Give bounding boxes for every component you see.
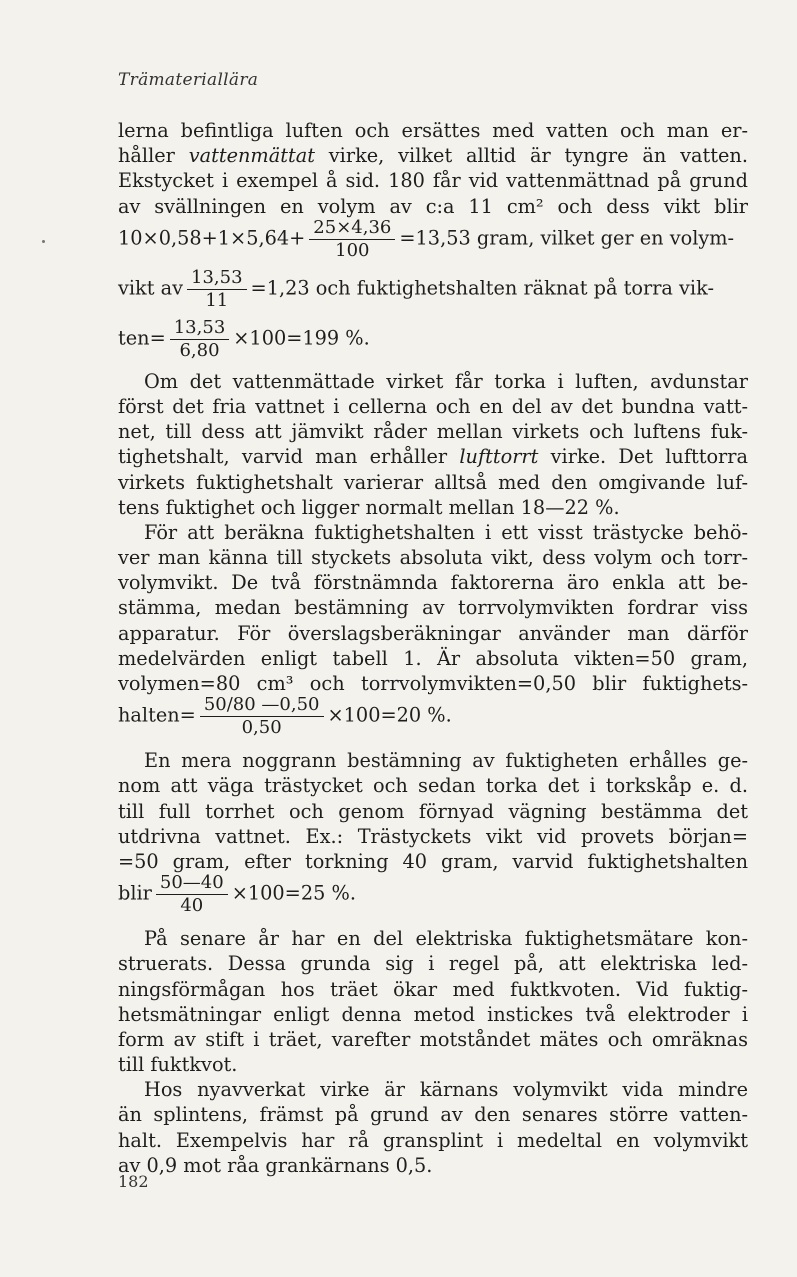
text-line: volymvikt. De två förstnämnda faktorerna äro enkla att be- bbox=[118, 571, 748, 595]
text-line: ver man känna till styckets absoluta vikt, dess volym och torr- bbox=[118, 546, 748, 570]
formula-moisture-wet: ten= $\frac{13,53}{6,80}$ ×100=199 %. bbox=[118, 316, 370, 361]
text-line: av 0,9 mot råa grankärnans 0,5. bbox=[118, 1153, 433, 1177]
text-line: utdrivna vattnet. Ex.: Trästyckets vikt vid provets början= bbox=[118, 824, 748, 848]
text-line: tighetshalt, varvid man erhåller lufttorrt virke. Det lufttorra bbox=[118, 445, 748, 469]
text-line: Hos nyavverkat virke är kärnans volymvikt vida mindre bbox=[144, 1078, 748, 1102]
text-line: av svällningen en volym av c:a 11 cm² och dess vikt blir bbox=[118, 194, 748, 218]
formula-moisture-table: halten= $\frac{50/80 —0,50}{0,50}$ ×100=20 %. bbox=[118, 694, 452, 739]
text-line: nom att väga trästycket och sedan torka det i torkskåp e. d. bbox=[118, 774, 748, 798]
running-header: Trämateriallära bbox=[118, 70, 259, 90]
text-line: håller vattenmättat virke, vilket alltid är tyngre än vatten. bbox=[118, 144, 748, 168]
text-line: struerats. Dessa grunda sig i regel på, att elektriska led- bbox=[118, 952, 748, 976]
fraction: $\frac{13,53}{6,80}$ bbox=[170, 319, 230, 360]
text-line: först det fria vattnet i cellerna och en del av det bundna vatt- bbox=[118, 394, 748, 418]
text-line: =50 gram, efter torkning 40 gram, varvid fuktighetshalten bbox=[118, 849, 748, 873]
text-line: halt. Exempelvis har rå gransplint i medeltal en volymvikt bbox=[118, 1128, 748, 1152]
fraction: $\frac{13,53}{11}$ bbox=[187, 269, 247, 310]
text-line: Om det vattenmättade virket får torka i luften, avdunstar bbox=[144, 369, 748, 393]
text-line: För att beräkna fuktighetshalten i ett visst trästycke behö- bbox=[144, 520, 748, 544]
text-line: än splintens, främst på grund av den senares större vatten- bbox=[118, 1103, 748, 1127]
text-line: På senare år har en del elektriska fuktighetsmätare kon- bbox=[144, 927, 748, 951]
text-line: tens fuktighet och ligger normalt mellan 18—22 %. bbox=[118, 495, 620, 519]
text-line: till full torrhet och genom förnyad vägning bestämma det bbox=[118, 799, 748, 823]
term-vattenmattat: vattenmättat bbox=[188, 144, 315, 168]
text-line: apparatur. För överslagsberäkningar använder man därför bbox=[118, 621, 748, 645]
text-line: lerna befintliga luften och ersättes med vatten och man er- bbox=[118, 119, 748, 142]
text-line: stämma, medan bestämning av torrvolymvikten fordrar viss bbox=[118, 596, 748, 620]
page-body bbox=[118, 118, 748, 1178]
text-line: till fuktkvot. bbox=[118, 1053, 238, 1077]
formula-density: vikt av $\frac{13,53}{11}$ =1,23 och fuktighetshalten räknat på torra vik- bbox=[118, 266, 714, 311]
text-line: net, till dess att jämvikt råder mellan virkets och luftens fuk- bbox=[118, 420, 748, 444]
text-line: ningsförmågan hos träet ökar med fuktkvoten. Vid fuktig- bbox=[118, 977, 748, 1001]
fraction: $\frac{50/80 —0,50}{0,50}$ bbox=[200, 696, 324, 737]
term-lufttorrt: lufttorrt bbox=[459, 445, 539, 469]
text-line: medelvärden enligt tabell 1. Är absoluta vikten=50 gram, bbox=[118, 646, 748, 670]
formula-moisture-dried: blir $\frac{50—40}{40}$ ×100=25 %. bbox=[118, 872, 356, 917]
fraction: $\frac{50—40}{40}$ bbox=[156, 874, 228, 915]
text-line: form av stift i träet, varefter motståndet mätes och omräknas bbox=[118, 1027, 748, 1051]
text-line: volymen=80 cm³ och torrvolymvikten=0,50 blir fuktighets- bbox=[118, 672, 748, 695]
text-line: virkets fuktighetshalt varierar alltså med den omgivande luf- bbox=[118, 470, 748, 494]
text-line: En mera noggrann bestämning av fuktigheten erhålles ge- bbox=[144, 749, 748, 773]
formula-weight: 10×0,58+1×5,64+ $\frac{25\times 4,36}{100}$ =13,53 gram, vilket ger en volym- bbox=[118, 216, 735, 261]
margin-speck bbox=[42, 240, 45, 243]
page-number: 182 bbox=[118, 1172, 149, 1191]
text-line: hetsmätningar enligt denna metod instickes två elektroder i bbox=[118, 1002, 748, 1026]
fraction: $\frac{25\times 4,36}{100}$ bbox=[309, 219, 395, 260]
text-line: Ekstycket i exempel å sid. 180 får vid vattenmättnad på grund bbox=[118, 169, 748, 193]
